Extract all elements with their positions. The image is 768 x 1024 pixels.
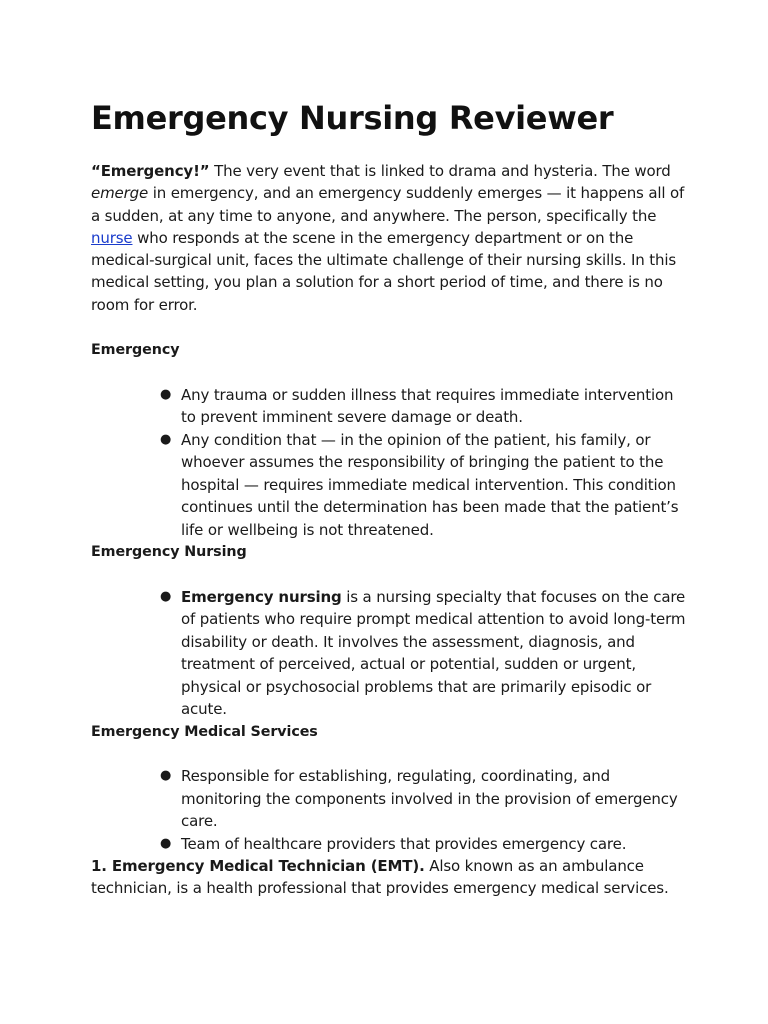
list-item: [160, 429, 691, 542]
section-heading-emergency: Emergency: [91, 342, 180, 359]
list-item: [160, 586, 691, 721]
list-item: [160, 765, 691, 833]
list-item-text: Any condition that — in the opinion of the patient, his family, or whoever assumes the responsibility of bringing the patient to the hospital — requires immediate medical intervention. This condition continues until the determination has been made that the patient’s life or wellbeing is not threatened.: [181, 430, 679, 539]
document-page: [91, 96, 691, 900]
bullet-icon: ●: [160, 588, 172, 604]
intro-italic-word: emerge: [91, 184, 149, 203]
ems-list: [91, 765, 691, 855]
list-item-text: Any trauma or sudden illness that requires immediate intervention to prevent imminent severe damage or death.: [181, 385, 674, 427]
intro-text-1: The very event that is linked to drama and hysteria. The word: [209, 162, 671, 180]
bullet-icon: ●: [160, 431, 172, 447]
intro-paragraph: [91, 160, 691, 316]
nurse-link[interactable]: nurse: [91, 228, 133, 247]
emergency-list: [91, 384, 691, 542]
list-item-bold-term: Emergency nursing: [181, 587, 342, 606]
list-item-text: Responsible for establishing, regulating, coordinating, and monitoring the components involved in the provision of emergency care.: [181, 767, 678, 831]
emt-text: Also known as an ambulance technician, is a health professional that provides emergency medical services.: [91, 857, 669, 898]
list-item-text: is a nursing specialty that focuses on the care of patients who require prompt medical attention to avoid long-term disability or death. It involves the assessment, diagnosis, and treatment of perceived, actual or potential, sudden or urgent, physical or psychosocial problems that are primarily episodic or acute.: [181, 587, 686, 719]
list-item: [160, 833, 691, 856]
intro-text-2: in emergency, and an emergency suddenly emerges — it happens all of a sudden, at any time to anyone, and anywhere. The person, specifically the: [91, 184, 685, 225]
emergency-nursing-list: [91, 586, 691, 721]
list-item-text: Team of healthcare providers that provides emergency care.: [181, 834, 627, 853]
intro-text-3: who responds at the scene in the emergency department or on the medical-surgical unit, faces the ultimate challenge of their nursing skills. In this medical setting, you plan a solution for a short period of time, and there is no room for error.: [91, 228, 677, 314]
list-item: [160, 384, 691, 429]
section-heading-ems: Emergency Medical Services: [91, 723, 318, 740]
bullet-icon: ●: [160, 768, 172, 784]
emt-paragraph: [91, 855, 691, 900]
section-heading-emergency-nursing: Emergency Nursing: [91, 544, 247, 561]
emt-bold-term: 1. Emergency Medical Technician (EMT).: [91, 857, 425, 876]
intro-bold-lead: “Emergency!”: [91, 162, 210, 180]
bullet-icon: ●: [160, 386, 172, 402]
page-title: Emergency Nursing Reviewer: [91, 99, 614, 137]
bullet-icon: ●: [160, 835, 172, 851]
